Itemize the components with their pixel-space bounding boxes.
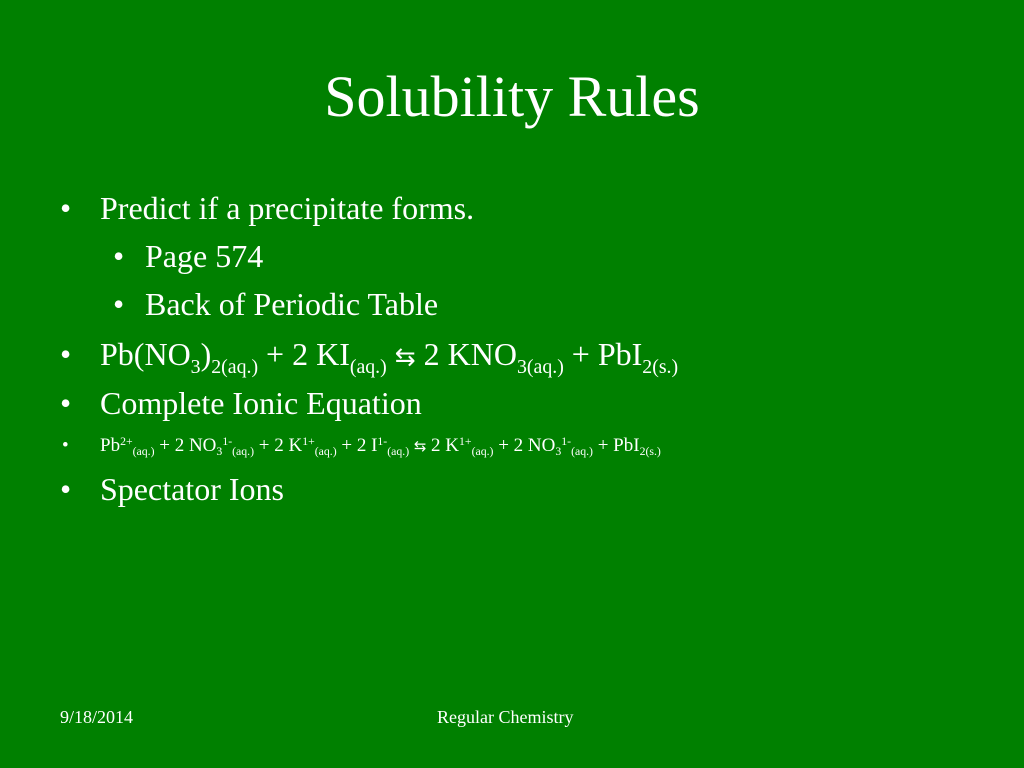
- bullet-glyph: •: [60, 336, 72, 372]
- bullet-spectator-ions: Spectator Ions: [100, 471, 284, 507]
- equation-superscript: 1-: [377, 434, 388, 448]
- equation-superscript: 2+: [120, 434, 133, 448]
- equation-subscript: 2(s.): [639, 445, 661, 459]
- equation-subscript: 3: [190, 355, 201, 378]
- equation-subscript: (aq.): [571, 445, 593, 459]
- equation-text: + PbI: [563, 336, 643, 372]
- equation-subscript: (aq.): [471, 445, 494, 459]
- equation-text: + 2 I: [336, 435, 378, 456]
- bullet-glyph: •: [62, 435, 69, 456]
- equation-text: + 2 K: [254, 435, 303, 456]
- ionic-equation: [100, 432, 661, 461]
- equation-subscript: (aq.): [387, 445, 410, 459]
- equation-subscript: (aq.): [232, 445, 255, 459]
- equation-subscript: 2(s.): [642, 355, 679, 378]
- equation-superscript: 1-: [561, 434, 572, 448]
- equation-text: Pb(NO: [100, 336, 191, 372]
- sub-bullet-glyph: •: [113, 286, 125, 322]
- equation-text: Pb: [100, 435, 121, 456]
- equation-text: + 2 KI: [258, 336, 350, 372]
- equation-subscript: (aq.): [314, 445, 337, 459]
- molecular-equation: [100, 334, 678, 377]
- sub-bullet-back-table: Back of Periodic Table: [145, 286, 439, 322]
- equilibrium-arrow-icon: ⇆: [394, 342, 416, 371]
- bullet-predict: Predict if a precipitate forms.: [100, 190, 475, 226]
- equilibrium-arrow-icon: ⇆: [413, 438, 427, 455]
- bullet-glyph: •: [60, 471, 72, 507]
- equation-subscript: 3(aq.): [517, 355, 564, 378]
- equation-superscript: 1+: [302, 434, 315, 448]
- footer-date: 9/18/2014: [60, 707, 134, 727]
- equation-superscript: 1+: [459, 434, 472, 448]
- sub-bullet-page: Page 574: [145, 238, 264, 274]
- equation-subscript: 3: [555, 445, 562, 459]
- equation-text: + PbI: [592, 435, 640, 456]
- sub-bullet-glyph: •: [113, 238, 125, 274]
- equation-subscript: (aq.): [349, 355, 387, 378]
- bullet-complete-ionic: Complete Ionic Equation: [100, 385, 422, 421]
- equation-superscript: 1-: [222, 434, 233, 448]
- equation-text: + 2 NO: [493, 435, 556, 456]
- slide-title: Solubility Rules: [324, 64, 700, 129]
- equation-subscript: 2(aq.): [211, 355, 259, 378]
- equation-text: ): [200, 336, 212, 372]
- equation-subscript: (aq.): [132, 445, 155, 459]
- equation-text: 2 KNO: [415, 336, 517, 372]
- bullet-glyph: •: [60, 385, 72, 421]
- bullet-glyph: •: [60, 190, 72, 226]
- equation-text: + 2 NO: [154, 435, 217, 456]
- footer-course: Regular Chemistry: [437, 707, 574, 727]
- equation-text: 2 K: [426, 435, 460, 456]
- equation-subscript: 3: [216, 445, 223, 459]
